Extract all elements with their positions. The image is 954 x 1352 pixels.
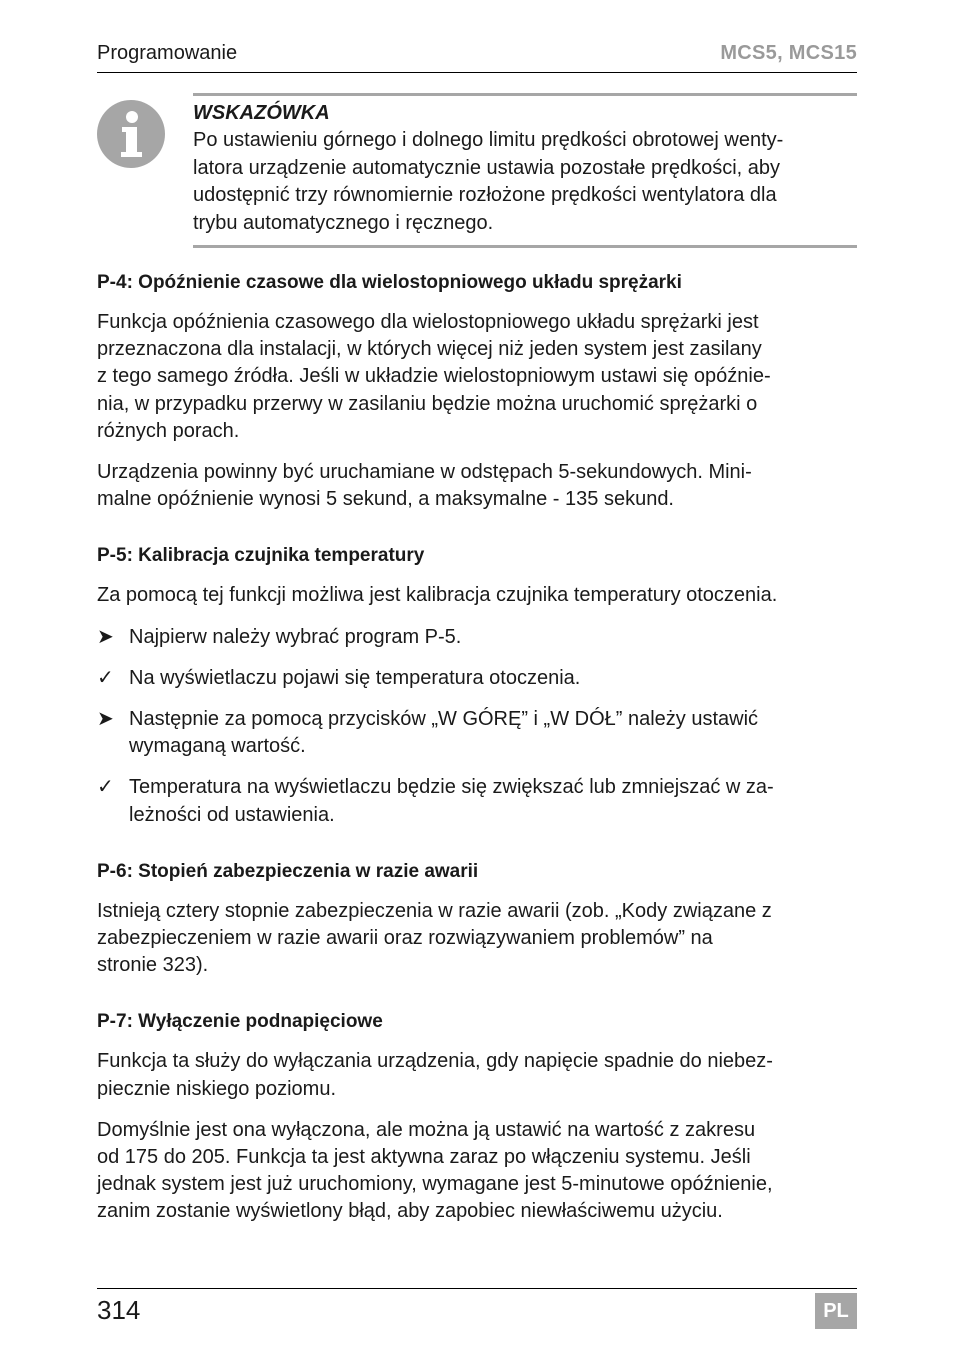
paragraph-line: Istnieją cztery stopnie zabezpieczenia w razie awarii (zob. „Kody związane z (97, 899, 772, 922)
checkmark-icon: ✓ (97, 776, 114, 799)
main-content (97, 268, 857, 1226)
paragraph-line: malne opóźnienie wynosi 5 sekund, a maksymalne - 135 sekund. (97, 488, 674, 511)
hint-note-line: udostępnić trzy równomiernie rozłożone prędkości wentylatora dla (193, 184, 777, 206)
paragraph-line: nia, w przypadku przerwy w zasilaniu będzie można uruchomić sprężarki o (97, 392, 758, 415)
step-text: Temperatura na wyświetlaczu będzie się zwiększać lub zmniejszać w za- (129, 776, 774, 799)
arrow-icon: ➤ (97, 708, 114, 731)
paragraph-line: piecznie niskiego poziomu. (97, 1077, 337, 1100)
page-number: 314 (97, 1295, 141, 1325)
page-header (97, 40, 857, 73)
paragraph-line: stronie 323). (97, 954, 209, 977)
arrow-icon: ➤ (97, 625, 114, 648)
step-item (97, 624, 857, 651)
step-text: leżności od ustawienia. (129, 803, 335, 826)
paragraph-line: Funkcja ta służy do wyłączania urządzenia, gdy napięcie spadnie do niebez- (97, 1050, 773, 1073)
step-text: Najpierw należy wybrać program P-5. (129, 625, 462, 648)
paragraph-line: zanim zostanie wyświetlony błąd, aby zapobiec niewłaściwemu użyciu. (97, 1200, 723, 1223)
step-text: wymaganą wartość. (129, 735, 306, 758)
paragraph-line: od 175 do 205. Funkcja ta jest aktywna zaraz po włączeniu systemu. Jeśli (97, 1146, 751, 1169)
header-section-title: Programowanie (97, 42, 238, 64)
language-badge: PL (815, 1293, 857, 1329)
paragraph-line: jednak system jest już uruchomiony, wymagane jest 5-minutowe opóźnienie, (97, 1173, 773, 1196)
result-item (97, 665, 857, 692)
info-icon (97, 100, 165, 168)
hint-note-title: WSKAZÓWKA (193, 102, 330, 124)
hint-note-line: latora urządzenie automatycznie ustawia pozostałe prędkości, aby (193, 156, 780, 179)
paragraph-line: Funkcja opóźnienia czasowego dla wielostopniowego układu sprężarki jest (97, 311, 759, 333)
page-footer (97, 1288, 857, 1325)
paragraph-line: Urządzenia powinny być uruchamiane w odstępach 5-sekundowych. Mini- (97, 461, 752, 484)
result-item (97, 774, 857, 828)
checkmark-icon: ✓ (97, 666, 114, 689)
hint-note-line: trybu automatycznego i ręcznego. (193, 211, 494, 234)
paragraph-line: różnych porach. (97, 419, 240, 442)
hint-note-line: Po ustawieniu górnego i dolnego limitu prędkości obrotowej wenty- (193, 129, 784, 151)
hint-note-box (193, 93, 857, 248)
paragraph-line: z tego samego źródła. Jeśli w układzie wielostopniowym ustawi się opóźnie- (97, 365, 771, 388)
section-heading-p4: P-4: Opóźnienie czasowe dla wielostopniowego układu sprężarki (97, 272, 682, 293)
section-heading-p7: P-7: Wyłączenie podnapięciowe (97, 1011, 383, 1033)
document-page (97, 0, 857, 1352)
section-heading-p5: P-5: Kalibracja czujnika temperatury (97, 545, 425, 567)
step-item (97, 706, 857, 760)
hint-note (97, 93, 857, 245)
paragraph-line: Za pomocą tej funkcji możliwa jest kalibracja czujnika temperatury otoczenia. (97, 584, 778, 607)
paragraph-line: przeznaczona dla instalacji, w których więcej niż jeden system jest zasilany (97, 338, 762, 361)
header-model-name: MCS5, MCS15 (720, 42, 857, 64)
step-text: Na wyświetlaczu pojawi się temperatura otoczenia. (129, 666, 581, 689)
section-heading-p6: P-6: Stopień zabezpieczenia w razie awarii (97, 860, 479, 882)
paragraph-line: zabezpieczeniem w razie awarii oraz rozwiązywaniem problemów” na (97, 927, 713, 950)
paragraph-line: Domyślnie jest ona wyłączona, ale można ją ustawić na wartość z zakresu (97, 1118, 756, 1141)
step-text: Następnie za pomocą przycisków „W GÓRĘ” i „W DÓŁ” należy ustawić (129, 708, 759, 731)
